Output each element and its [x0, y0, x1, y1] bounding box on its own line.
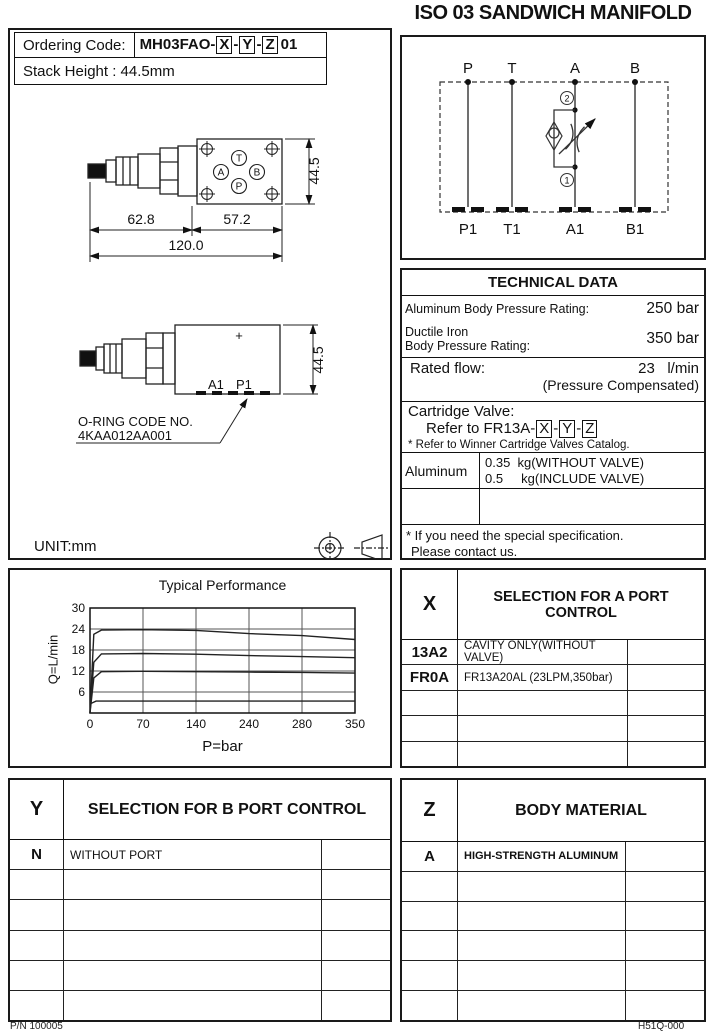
footer-left-code: P/N 100005 [10, 1021, 63, 1032]
cell-code [402, 742, 458, 766]
port-p-label: P [235, 181, 243, 193]
ordering-code-label: Ordering Code: [15, 33, 135, 57]
dim-62-8: 62.8 [127, 211, 155, 227]
cell-extra [322, 991, 390, 1020]
table-row [10, 870, 390, 900]
cell-extra [322, 840, 390, 869]
schematic-panel [400, 35, 706, 260]
cell-desc [458, 931, 626, 960]
cell-code [10, 900, 64, 929]
x-tick-label: 140 [185, 717, 207, 731]
cartridge-valve-ref: Refer to FR13A- X - Y - Z [408, 420, 700, 438]
selection-y-header [10, 780, 390, 840]
cartridge-hex-nut [160, 148, 178, 194]
drawing-panel [8, 28, 392, 560]
weight-row-aluminum [402, 453, 704, 489]
cell-desc [458, 961, 626, 990]
valve-side-view [80, 325, 280, 395]
table-row [402, 691, 704, 716]
cell-code [402, 991, 458, 1020]
schematic-port-a1: A1 [565, 221, 585, 238]
dimension-drawings [10, 30, 390, 558]
special-spec-note: * If you need the special specification. Please contact us. [406, 528, 624, 559]
schematic-port-p: P [462, 60, 474, 77]
aluminum-rating-label: Aluminum Body Pressure Rating: [405, 301, 590, 316]
technical-data-header: TECHNICAL DATA [402, 270, 704, 296]
cell-code [402, 716, 458, 740]
selection-y-code: Y [10, 780, 64, 839]
table-row [402, 842, 704, 872]
weight-row-empty [402, 489, 704, 524]
cell-extra [628, 742, 704, 766]
cell-extra [628, 716, 704, 740]
x-tick-label: 0 [86, 717, 94, 731]
cell-extra [628, 691, 704, 715]
cell-desc [64, 870, 322, 899]
chart-x-axis-label: P=bar [202, 738, 243, 755]
port-p1-label: P1 [236, 377, 252, 392]
code-x-box: X [216, 36, 232, 54]
table-row [10, 840, 390, 870]
rated-flow-note: (Pressure Compensated) [542, 377, 699, 393]
cell-extra [626, 902, 704, 931]
cell-desc: FR13A20AL (23LPM,350bar) [458, 665, 628, 689]
cell-desc [458, 872, 626, 901]
table-row [402, 665, 704, 690]
oring-label: O-RING CODE NO. [78, 414, 193, 429]
cell-extra [322, 900, 390, 929]
page-title: ISO 03 SANDWICH MANIFOLD [414, 2, 692, 24]
table-row [402, 902, 704, 932]
cell-code [402, 931, 458, 960]
table-row [10, 900, 390, 930]
table-row [402, 991, 704, 1020]
selection-y-table [8, 778, 392, 1022]
schematic-port-b: B [629, 60, 641, 77]
cell-extra [626, 961, 704, 990]
selection-x-title: SELECTION FOR A PORT CONTROL [493, 588, 669, 621]
plot-border [90, 608, 355, 713]
table-row [402, 961, 704, 991]
port-b-label: B [253, 167, 261, 179]
x-tick-label: 240 [238, 717, 260, 731]
iron-rating-label: Ductile Iron Body Pressure Rating: [405, 325, 531, 353]
cell-extra [626, 842, 704, 871]
dim-120: 120.0 [168, 237, 204, 253]
cell-desc [64, 900, 322, 929]
cell-code: 13A2 [402, 640, 458, 664]
svg-text:2: 2 [564, 93, 570, 104]
schematic-port-t1: T1 [503, 221, 521, 238]
unit-label: UNIT:mm [34, 538, 97, 555]
rated-flow-value: 23 l/min [638, 360, 699, 377]
aluminum-rating-row [402, 296, 704, 321]
table-row [402, 742, 704, 766]
weight-material: Aluminum [402, 453, 480, 488]
y-tick-label: 24 [71, 622, 85, 636]
cell-desc [458, 716, 628, 740]
schematic-port-a: A [569, 60, 581, 77]
ordering-code-value: MH03FAO- X - Y - Z 01 [139, 36, 298, 54]
cell-extra [628, 640, 704, 664]
rated-flow-label: Rated flow: [410, 360, 486, 377]
y-tick-label: 12 [71, 664, 85, 678]
cell-code [10, 870, 64, 899]
cell-extra [626, 872, 704, 901]
port-t-label: T [235, 153, 243, 165]
manifold-body-side [175, 325, 280, 394]
y-tick-label: 6 [78, 685, 85, 699]
schematic-port-b1: B1 [625, 221, 645, 238]
body-flange [178, 146, 197, 196]
cell-desc [458, 991, 626, 1020]
chart-y-axis-label: Q=L/min [45, 634, 61, 685]
cartridge-valve-row [402, 402, 704, 453]
cell-code [10, 931, 64, 960]
selection-z-title: BODY MATERIAL [515, 801, 647, 819]
x-tick-label: 70 [136, 717, 150, 731]
third-angle-projection-icon [314, 532, 388, 558]
cell-code [10, 961, 64, 990]
cell-code: N [10, 840, 64, 869]
cell-code [402, 902, 458, 931]
table-row [402, 640, 704, 665]
svg-text:1: 1 [564, 175, 570, 186]
selection-x-table [400, 568, 706, 768]
cell-desc: HIGH-STRENGTH ALUMINUM [458, 842, 626, 871]
dim-57-2: 57.2 [223, 211, 251, 227]
oring-leader-line [220, 399, 247, 443]
cell-desc: CAVITY ONLY(WITHOUT VALVE) [458, 640, 628, 664]
weight-values: 0.35 kg(WITHOUT VALVE) 0.5 kg(INCLUDE VALVE) [485, 455, 645, 487]
x-tick-label: 280 [291, 717, 313, 731]
performance-chart-panel [8, 568, 392, 768]
cell-code: A [402, 842, 458, 871]
cartridge-valve-label: Cartridge Valve: [408, 403, 515, 420]
table-row [10, 931, 390, 961]
table-row [402, 931, 704, 961]
port-a-label: A [217, 167, 225, 179]
rated-flow-row [402, 358, 704, 402]
cell-desc [64, 961, 322, 990]
technical-data-panel [400, 268, 706, 560]
table-row [402, 716, 704, 741]
cell-extra [322, 931, 390, 960]
selection-y-title: SELECTION FOR B PORT CONTROL [87, 800, 367, 818]
cell-desc [64, 991, 322, 1020]
stack-height-label: Stack Height : 44.5mm [23, 62, 175, 80]
y-tick-label: 18 [71, 643, 85, 657]
selection-z-table [400, 778, 706, 1022]
cell-desc [64, 931, 322, 960]
cone-view-icon [354, 535, 388, 558]
port-a1-label: A1 [208, 377, 224, 392]
port-pads [452, 207, 651, 212]
cell-desc [458, 902, 626, 931]
cell-extra [626, 991, 704, 1020]
cartridge-tip-side [80, 351, 96, 366]
weight-table [402, 453, 704, 525]
dim-44-5-side: 44.5 [310, 346, 326, 374]
schematic-port-p1: P1 [458, 221, 478, 238]
schematic-port-t: T [507, 60, 517, 77]
iron-rating-row [402, 321, 704, 358]
table-row [10, 991, 390, 1020]
curve-2 [90, 654, 355, 714]
cartridge-tip [88, 164, 106, 178]
cell-extra [322, 961, 390, 990]
table-row [10, 961, 390, 991]
y-tick-label: 30 [71, 601, 85, 615]
flow-control-valve-symbol [546, 92, 595, 187]
selection-x-code: X [402, 570, 458, 639]
hydraulic-schematic [402, 37, 704, 258]
cartridge-catalog-note: * Refer to Winner Cartridge Valves Catalog. [408, 438, 630, 451]
performance-plot [10, 570, 390, 766]
oring-code: 4KAA012AA001 [78, 428, 172, 443]
cell-code [402, 691, 458, 715]
chart-title: Typical Performance [158, 577, 287, 593]
selection-z-header [402, 780, 704, 842]
aluminum-rating-value: 250 bar [646, 299, 699, 317]
code-y-box: Y [239, 36, 255, 54]
side-view-dimensions [76, 325, 326, 443]
cell-extra [322, 870, 390, 899]
table-row [402, 872, 704, 902]
valve-top-view [88, 139, 282, 204]
adjustable-arrow-icon [559, 119, 595, 154]
cell-extra [626, 931, 704, 960]
curve-4 [90, 701, 355, 704]
x-tick-label: 350 [344, 717, 366, 731]
cell-code [402, 872, 458, 901]
dim-44-5-top: 44.5 [306, 157, 322, 185]
cell-desc [458, 742, 628, 766]
cell-code: FR0A [402, 665, 458, 689]
footer-right-code: H51Q-000 [638, 1021, 685, 1032]
selection-x-header [402, 570, 704, 640]
cell-desc: WITHOUT PORT [64, 840, 322, 869]
code-z-box: Z [262, 36, 277, 54]
iron-rating-value: 350 bar [646, 330, 699, 347]
cell-code [402, 961, 458, 990]
cell-desc [458, 691, 628, 715]
cell-code [10, 991, 64, 1020]
selection-z-code: Z [402, 780, 458, 841]
plus-mark: + [235, 328, 243, 343]
cell-extra [628, 665, 704, 689]
